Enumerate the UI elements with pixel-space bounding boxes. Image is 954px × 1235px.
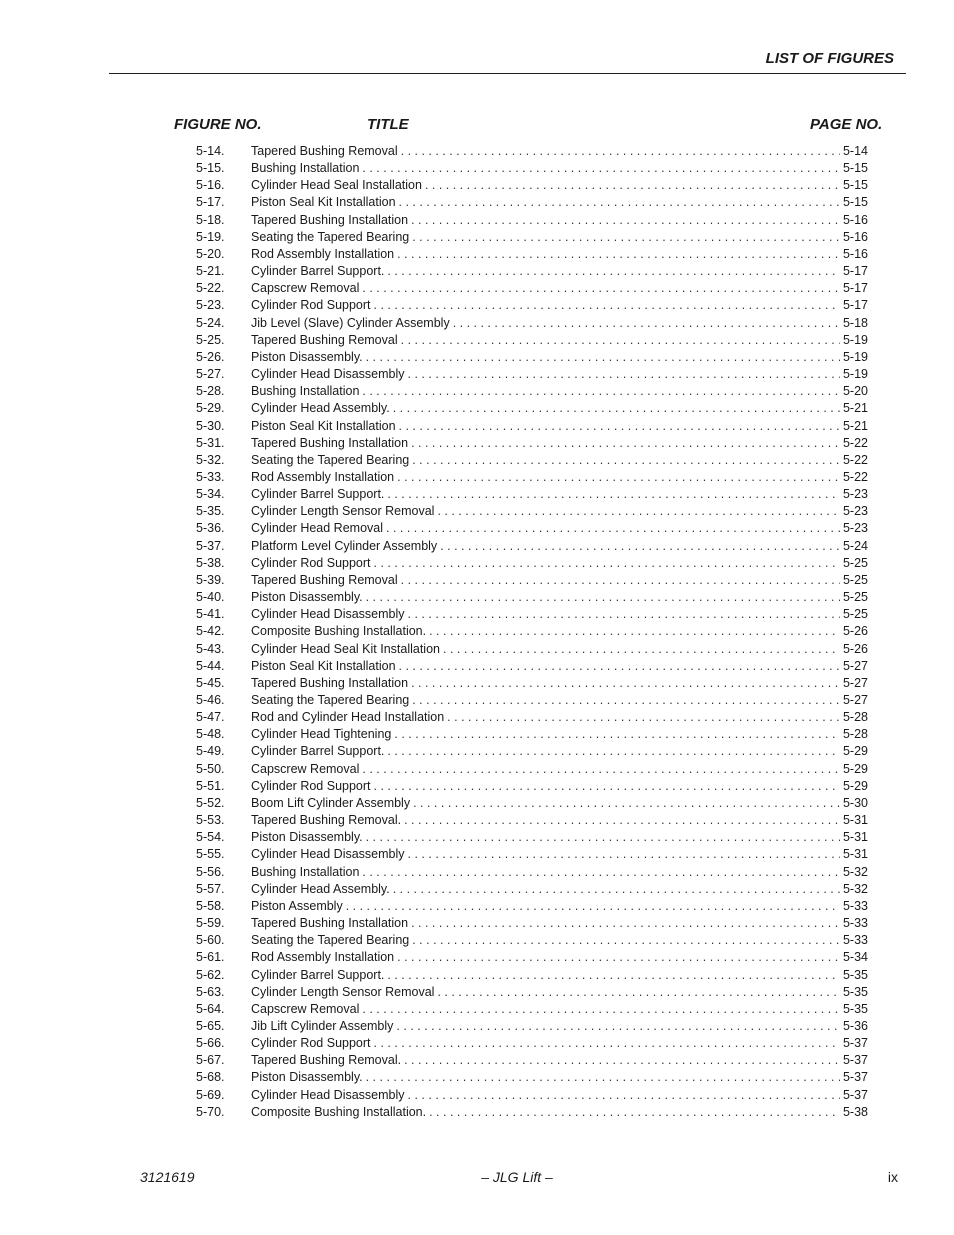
- figure-list-item[interactable]: [196, 229, 868, 246]
- figure-list-item[interactable]: [196, 366, 868, 383]
- figure-list-item[interactable]: [196, 315, 868, 332]
- figure-number: 5-53.: [196, 813, 225, 828]
- figure-title: Seating the Tapered Bearing: [251, 693, 410, 707]
- figure-number: 5-42.: [196, 624, 225, 639]
- figure-list-item[interactable]: [196, 589, 868, 606]
- figure-title: Piston Assembly: [251, 898, 343, 913]
- figure-title: Cylinder Length Sensor Removal: [251, 504, 435, 519]
- figure-number: 5-44.: [196, 658, 225, 673]
- figure-title: Cylinder Rod Support: [251, 298, 371, 313]
- figure-number: 5-22.: [196, 281, 225, 296]
- figure-page: 5-33: [842, 933, 868, 948]
- figure-page: 5-27: [842, 675, 868, 690]
- figure-list-item[interactable]: [196, 332, 868, 349]
- figure-page: 5-19: [842, 349, 868, 364]
- dot-leader: [394, 726, 840, 743]
- figure-number: 5-70.: [196, 1104, 225, 1119]
- figure-list-item[interactable]: [196, 675, 868, 692]
- figure-page: 5-31: [842, 847, 868, 862]
- figure-page: 5-36: [842, 1018, 868, 1033]
- dot-leader: [397, 949, 840, 966]
- figure-number: 5-60.: [196, 933, 225, 948]
- figure-page: 5-17: [842, 298, 868, 313]
- figure-title: Cylinder Rod Support: [251, 555, 371, 570]
- dot-leader: [413, 795, 840, 812]
- figure-number: 5-23.: [196, 298, 225, 313]
- figure-number: 5-19.: [196, 229, 225, 244]
- figure-number: 5-17.: [196, 195, 225, 210]
- dot-leader: [408, 606, 840, 623]
- figure-page: 5-15: [842, 178, 868, 193]
- dot-leader: [362, 1001, 840, 1018]
- figure-list-item[interactable]: [196, 812, 868, 829]
- page-number: ix: [887, 1169, 898, 1185]
- figure-number: 5-40.: [196, 590, 225, 605]
- figure-list-item[interactable]: [196, 469, 868, 486]
- figure-list-item[interactable]: [196, 726, 868, 743]
- figure-page: 5-32: [842, 881, 868, 896]
- figure-title: Piston Seal Kit Installation: [251, 418, 396, 433]
- figure-page: 5-26: [842, 641, 868, 656]
- figure-list-item[interactable]: [196, 246, 868, 263]
- dot-leader: [443, 641, 840, 658]
- figure-number: 5-16.: [196, 178, 225, 193]
- figure-list-item[interactable]: [196, 263, 868, 280]
- figure-list-item[interactable]: [196, 709, 868, 726]
- figure-number: 5-32.: [196, 452, 225, 467]
- dot-leader: [362, 160, 840, 177]
- figure-number: 5-28.: [196, 384, 225, 399]
- figure-list-item[interactable]: [196, 692, 868, 709]
- figure-list-item[interactable]: [196, 1087, 868, 1104]
- figure-title: Capscrew Removal: [251, 281, 360, 296]
- figure-number: 5-37.: [196, 538, 225, 553]
- figure-list-item[interactable]: [196, 846, 868, 863]
- figure-title: Cylinder Length Sensor Removal: [251, 984, 435, 999]
- figure-title: Tapered Bushing Installation: [251, 435, 409, 450]
- figure-title: Cylinder Head Removal: [251, 521, 384, 536]
- figure-title: Jib Lift Cylinder Assembly: [251, 1018, 394, 1033]
- figure-page: 5-19: [842, 332, 868, 347]
- figure-list-item[interactable]: [196, 280, 868, 297]
- figure-title: Tapered Bushing Installation: [251, 675, 409, 690]
- figure-title: Tapered Bushing Removal: [251, 144, 398, 158]
- figure-page: 5-27: [842, 693, 868, 707]
- dot-leader: [440, 538, 840, 555]
- figure-number: 5-21.: [196, 264, 225, 279]
- dot-leader: [374, 1035, 840, 1052]
- figure-page: 5-22: [842, 469, 868, 484]
- figure-title: Tapered Bushing Removal: [251, 332, 398, 347]
- dot-leader: [425, 177, 840, 194]
- figure-title: Cylinder Head Disassembly: [251, 367, 405, 382]
- figure-list-item[interactable]: [196, 881, 868, 898]
- figure-page: 5-16: [842, 212, 868, 227]
- figure-title: Piston Disassembly.: [251, 349, 363, 364]
- figure-list-item[interactable]: [196, 606, 868, 623]
- document-number: 3121619: [140, 1169, 195, 1185]
- dot-leader: [366, 349, 840, 366]
- figure-page: 5-17: [842, 264, 868, 279]
- figure-title: Tapered Bushing Installation: [251, 916, 409, 931]
- figure-list-item[interactable]: [196, 555, 868, 572]
- figure-list-item[interactable]: [196, 932, 868, 949]
- figure-number: 5-41.: [196, 607, 225, 622]
- figure-title: Piston Seal Kit Installation: [251, 658, 396, 673]
- figure-number: 5-20.: [196, 246, 225, 261]
- figure-number: 5-54.: [196, 830, 225, 845]
- dot-leader: [412, 452, 840, 469]
- figure-page: 5-17: [842, 281, 868, 296]
- dot-leader: [399, 418, 840, 435]
- figure-page: 5-28: [842, 727, 868, 742]
- figure-title: Rod Assembly Installation: [251, 469, 395, 484]
- figure-list-item[interactable]: [196, 623, 868, 640]
- figure-number: 5-31.: [196, 435, 225, 450]
- figure-title: Piston Disassembly.: [251, 1070, 363, 1085]
- figure-number: 5-67.: [196, 1053, 225, 1068]
- figure-page: 5-37: [842, 1053, 868, 1068]
- figure-list-item[interactable]: [196, 761, 868, 778]
- dot-leader: [401, 572, 840, 589]
- dot-leader: [374, 297, 840, 314]
- figure-title: Cylinder Head Tightening: [251, 727, 392, 742]
- figure-page: 5-29: [842, 761, 868, 776]
- figure-title: Cylinder Barrel Support.: [251, 967, 385, 982]
- figure-number: 5-38.: [196, 555, 225, 570]
- figure-number: 5-45.: [196, 675, 225, 690]
- dot-leader: [408, 846, 840, 863]
- figure-title: Piston Disassembly.: [251, 830, 363, 845]
- dot-leader: [374, 555, 840, 572]
- figure-title: Capscrew Removal: [251, 1001, 360, 1016]
- dot-leader: [397, 246, 840, 263]
- dot-leader: [387, 486, 840, 503]
- figure-list-item[interactable]: [196, 297, 868, 314]
- figure-title: Rod Assembly Installation: [251, 950, 395, 965]
- dot-leader: [366, 1069, 840, 1086]
- dot-leader: [411, 435, 840, 452]
- dot-leader: [411, 915, 840, 932]
- figure-title: Cylinder Head Disassembly: [251, 607, 405, 622]
- figure-list-item[interactable]: [196, 778, 868, 795]
- figure-number: 5-24.: [196, 315, 225, 330]
- dot-leader: [399, 658, 840, 675]
- figure-title: Cylinder Head Disassembly: [251, 1087, 405, 1102]
- figure-number: 5-14.: [196, 144, 225, 158]
- figure-page: 5-22: [842, 452, 868, 467]
- figure-number: 5-26.: [196, 349, 225, 364]
- figure-page: 5-24: [842, 538, 868, 553]
- dot-leader: [408, 1087, 840, 1104]
- dot-leader: [397, 469, 840, 486]
- figure-title: Piston Seal Kit Installation: [251, 195, 396, 210]
- figure-number: 5-33.: [196, 469, 225, 484]
- figure-list-item[interactable]: [196, 915, 868, 932]
- figure-list-item[interactable]: [196, 1052, 868, 1069]
- dot-leader: [411, 675, 840, 692]
- figure-list-item[interactable]: [196, 572, 868, 589]
- figure-page: 5-29: [842, 778, 868, 793]
- figure-page: 5-30: [842, 795, 868, 810]
- figure-page: 5-29: [842, 744, 868, 759]
- dot-leader: [374, 778, 840, 795]
- figure-page: 5-25: [842, 572, 868, 587]
- figure-number: 5-52.: [196, 795, 225, 810]
- figure-number: 5-30.: [196, 418, 225, 433]
- dot-leader: [408, 366, 840, 383]
- figure-number: 5-46.: [196, 693, 225, 707]
- figure-number: 5-36.: [196, 521, 225, 536]
- dot-leader: [437, 503, 840, 520]
- dot-leader: [399, 194, 840, 211]
- dot-leader: [393, 881, 840, 898]
- publisher-name: – JLG Lift –: [481, 1169, 553, 1185]
- figure-page: 5-26: [842, 624, 868, 639]
- figure-number: 5-50.: [196, 761, 225, 776]
- figure-title: Cylinder Barrel Support.: [251, 487, 385, 502]
- dot-leader: [447, 709, 840, 726]
- figure-list-item[interactable]: [196, 984, 868, 1001]
- figure-number: 5-47.: [196, 710, 225, 725]
- figure-title: Piston Disassembly.: [251, 590, 363, 605]
- figure-list-item[interactable]: [196, 520, 868, 537]
- figure-page: 5-35: [842, 984, 868, 999]
- dot-leader: [396, 1018, 840, 1035]
- figure-list-item[interactable]: [196, 967, 868, 984]
- figure-page: 5-23: [842, 487, 868, 502]
- figure-list-item[interactable]: [196, 795, 868, 812]
- figure-page: 5-27: [842, 658, 868, 673]
- dot-leader: [362, 761, 840, 778]
- dot-leader: [387, 743, 840, 760]
- figure-number: 5-64.: [196, 1001, 225, 1016]
- figure-list-item[interactable]: [196, 1035, 868, 1052]
- figure-list-item[interactable]: [196, 435, 868, 452]
- figure-list-item[interactable]: [196, 486, 868, 503]
- figure-page: 5-23: [842, 504, 868, 519]
- figure-page: 5-25: [842, 607, 868, 622]
- figure-list-item[interactable]: [196, 418, 868, 435]
- figure-number: 5-62.: [196, 967, 225, 982]
- figure-number: 5-27.: [196, 367, 225, 382]
- figure-page: 5-38: [842, 1104, 868, 1119]
- figure-title: Cylinder Head Assembly.: [251, 401, 390, 416]
- figure-list: [196, 143, 868, 1121]
- figure-page: 5-25: [842, 590, 868, 605]
- figure-page: 5-34: [842, 950, 868, 965]
- figure-list-item[interactable]: [196, 1018, 868, 1035]
- title-heading: TITLE: [367, 116, 409, 133]
- dot-leader: [401, 143, 840, 160]
- section-title: LIST OF FIGURES: [765, 50, 894, 67]
- dot-leader: [404, 812, 840, 829]
- figure-title: Cylinder Head Disassembly: [251, 847, 405, 862]
- figure-list-item[interactable]: [196, 898, 868, 915]
- figure-page: 5-33: [842, 916, 868, 931]
- dot-leader: [387, 263, 840, 280]
- figure-page: 5-16: [842, 229, 868, 244]
- dot-leader: [393, 400, 840, 417]
- figure-number: 5-18.: [196, 212, 225, 227]
- figure-title: Jib Level (Slave) Cylinder Assembly: [251, 315, 450, 330]
- figure-page: 5-22: [842, 435, 868, 450]
- figure-number: 5-25.: [196, 332, 225, 347]
- figure-title: Tapered Bushing Installation: [251, 212, 409, 227]
- figure-no-heading: FIGURE NO.: [174, 116, 262, 133]
- figure-page: 5-21: [842, 401, 868, 416]
- figure-list-item[interactable]: [196, 177, 868, 194]
- figure-number: 5-65.: [196, 1018, 225, 1033]
- dot-leader: [386, 520, 840, 537]
- figure-title: Platform Level Cylinder Assembly: [251, 538, 438, 553]
- figure-title: Tapered Bushing Removal.: [251, 1053, 402, 1068]
- figure-title: Composite Bushing Installation.: [251, 624, 427, 639]
- figure-list-item[interactable]: [196, 1001, 868, 1018]
- dot-leader: [366, 589, 840, 606]
- figure-title: Rod and Cylinder Head Installation: [251, 710, 445, 725]
- figure-list-item[interactable]: [196, 452, 868, 469]
- figure-title: Cylinder Barrel Support.: [251, 264, 385, 279]
- figure-list-item[interactable]: [196, 212, 868, 229]
- figure-title: Cylinder Head Seal Kit Installation: [251, 641, 440, 656]
- dot-leader: [429, 1104, 840, 1121]
- figure-page: 5-15: [842, 161, 868, 176]
- dot-leader: [429, 623, 840, 640]
- figure-title: Bushing Installation: [251, 864, 360, 879]
- figure-title: Cylinder Head Seal Installation: [251, 178, 422, 193]
- figure-page: 5-37: [842, 1070, 868, 1085]
- figure-page: 5-18: [842, 315, 868, 330]
- figure-title: Seating the Tapered Bearing: [251, 229, 410, 244]
- figure-page: 5-37: [842, 1087, 868, 1102]
- figure-list-item[interactable]: [196, 349, 868, 366]
- figure-list-item[interactable]: [196, 143, 868, 160]
- dot-leader: [412, 692, 840, 709]
- dot-leader: [411, 212, 840, 229]
- column-headings: [0, 116, 954, 136]
- figure-page: 5-37: [842, 1036, 868, 1051]
- figure-number: 5-43.: [196, 641, 225, 656]
- dot-leader: [346, 898, 840, 915]
- figure-title: Cylinder Barrel Support.: [251, 744, 385, 759]
- figure-title: Capscrew Removal: [251, 761, 360, 776]
- figure-page: 5-23: [842, 521, 868, 536]
- figure-page: 5-21: [842, 418, 868, 433]
- dot-leader: [412, 229, 840, 246]
- figure-title: Cylinder Rod Support: [251, 1036, 371, 1051]
- figure-number: 5-15.: [196, 161, 225, 176]
- dot-leader: [366, 829, 840, 846]
- figure-number: 5-29.: [196, 401, 225, 416]
- figure-number: 5-49.: [196, 744, 225, 759]
- figure-list-item[interactable]: [196, 829, 868, 846]
- figure-page: 5-32: [842, 864, 868, 879]
- figure-page: 5-16: [842, 246, 868, 261]
- figure-number: 5-34.: [196, 487, 225, 502]
- figure-page: 5-35: [842, 967, 868, 982]
- dot-leader: [362, 383, 840, 400]
- figure-title: Rod Assembly Installation: [251, 246, 395, 261]
- figure-list-item[interactable]: [196, 949, 868, 966]
- figure-title: Cylinder Rod Support: [251, 778, 371, 793]
- figure-page: 5-31: [842, 830, 868, 845]
- figure-page: 5-25: [842, 555, 868, 570]
- figure-number: 5-66.: [196, 1036, 225, 1051]
- figure-list-item[interactable]: [196, 743, 868, 760]
- figure-title: Boom Lift Cylinder Assembly: [251, 795, 411, 810]
- figure-number: 5-69.: [196, 1087, 225, 1102]
- figure-title: Tapered Bushing Removal: [251, 572, 398, 587]
- figure-list-item[interactable]: [196, 658, 868, 675]
- figure-title: Tapered Bushing Removal.: [251, 813, 402, 828]
- figure-number: 5-63.: [196, 984, 225, 999]
- figure-number: 5-48.: [196, 727, 225, 742]
- figure-list-item[interactable]: [196, 400, 868, 417]
- figure-title: Bushing Installation: [251, 384, 360, 399]
- figure-page: 5-15: [842, 195, 868, 210]
- figure-list-item[interactable]: [196, 1069, 868, 1086]
- figure-number: 5-56.: [196, 864, 225, 879]
- figure-list-item[interactable]: [196, 503, 868, 520]
- figure-title: Seating the Tapered Bearing: [251, 933, 410, 948]
- dot-leader: [362, 864, 840, 881]
- figure-list-item[interactable]: [196, 383, 868, 400]
- dot-leader: [362, 280, 840, 297]
- dot-leader: [453, 315, 840, 332]
- figure-list-item[interactable]: [196, 1104, 868, 1121]
- dot-leader: [412, 932, 840, 949]
- figure-title: Composite Bushing Installation.: [251, 1104, 427, 1119]
- figure-list-item[interactable]: [196, 641, 868, 658]
- figure-list-item[interactable]: [196, 864, 868, 881]
- figure-number: 5-59.: [196, 916, 225, 931]
- figure-number: 5-39.: [196, 572, 225, 587]
- figure-page: 5-28: [842, 710, 868, 725]
- figure-page: 5-14: [842, 144, 868, 158]
- figure-number: 5-58.: [196, 898, 225, 913]
- figure-list-item[interactable]: [196, 538, 868, 555]
- figure-page: 5-19: [842, 367, 868, 382]
- figure-page: 5-33: [842, 898, 868, 913]
- figure-title: Seating the Tapered Bearing: [251, 452, 410, 467]
- figure-number: 5-35.: [196, 504, 225, 519]
- figure-number: 5-55.: [196, 847, 225, 862]
- figure-page: 5-31: [842, 813, 868, 828]
- figure-list-item[interactable]: [196, 194, 868, 211]
- figure-page: 5-35: [842, 1001, 868, 1016]
- dot-leader: [437, 984, 840, 1001]
- figure-title: Bushing Installation: [251, 161, 360, 176]
- figure-title: Cylinder Head Assembly.: [251, 881, 390, 896]
- figure-number: 5-51.: [196, 778, 225, 793]
- figure-number: 5-57.: [196, 881, 225, 896]
- dot-leader: [401, 332, 840, 349]
- dot-leader: [387, 967, 840, 984]
- figure-page: 5-20: [842, 384, 868, 399]
- figure-number: 5-61.: [196, 950, 225, 965]
- page-no-heading: PAGE NO.: [810, 116, 883, 133]
- figure-number: 5-68.: [196, 1070, 225, 1085]
- dot-leader: [404, 1052, 840, 1069]
- figure-list-item[interactable]: [196, 160, 868, 177]
- header-divider: [109, 73, 906, 74]
